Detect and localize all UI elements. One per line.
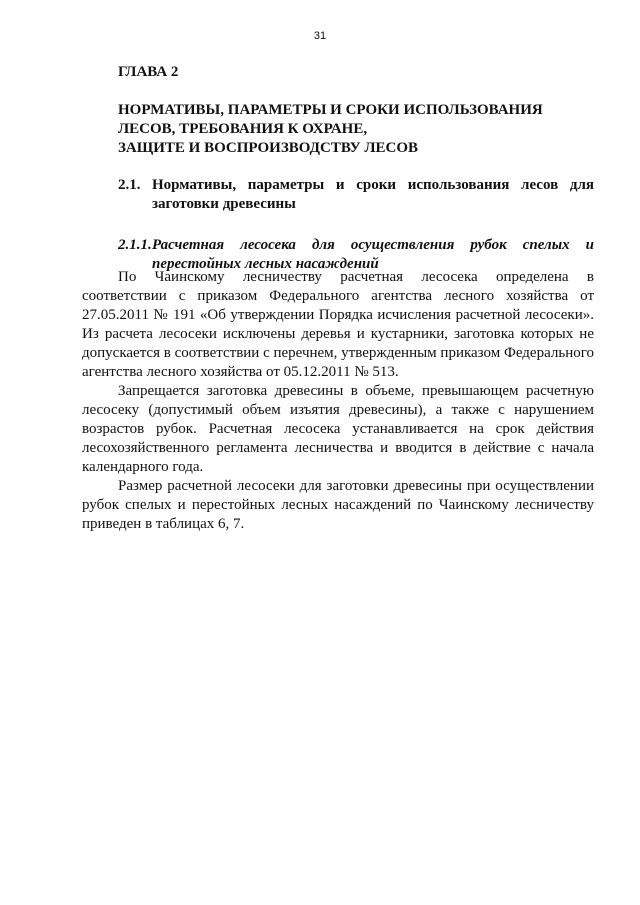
headings-block (118, 64, 594, 300)
chapter-label: ГЛАВА 2 (118, 64, 179, 80)
subsection-title: Расчетная лесосека для осуществления рубок спелых и перестойных лесных насаждений (152, 237, 594, 272)
chapter-title-line: ЛЕСОВ, ТРЕБОВАНИЯ К ОХРАНЕ, (118, 121, 368, 137)
chapter-title-line: ЗАЩИТЕ И ВОСПРОИЗВОДСТВУ ЛЕСОВ (118, 140, 419, 156)
chapter-title (118, 101, 594, 158)
page-number: 31 (313, 30, 327, 42)
body-text (82, 268, 594, 534)
chapter-title-line: НОРМАТИВЫ, ПАРАМЕТРЫ И СРОКИ ИСПОЛЬЗОВАНИЯ (118, 102, 543, 118)
section-number: 2.1. (118, 177, 141, 193)
section-heading (118, 176, 594, 214)
paragraph: По Чаинскому лесничеству расчетная лесосека определена в соответствии с приказом Федерального агентства лесного хозяйства от 27.05.2011 № 191 «Об утверждении Порядка исчисления расчетной лесосеки». Из расчета лесосеки исключены деревья и кустарники, заготовка которых не допускается в соответствии с перечнем, утвержденным приказом Федерального агентства лесного хозяйства от 05.12.2011 № 513. (82, 269, 594, 380)
paragraph: Запрещается заготовка древесины в объеме, превышающем расчетную лесосеку (допустимый объем изъятия древесины), а также с нарушением возрастов рубок. Расчетная лесосека устанавливается на срок действия лесохозяйственного регламента лесничества и вводится в действие с начала календарного года. (82, 383, 594, 475)
section-title: Нормативы, параметры и сроки использования лесов для заготовки древесины (152, 177, 594, 212)
paragraph: Размер расчетной лесосеки для заготовки древесины при осуществлении рубок спелых и перестойных лесных насаждений по Чаинскому лесничеству приведен в таблицах 6, 7. (82, 478, 594, 532)
subsection-number: 2.1.1. (118, 237, 152, 253)
